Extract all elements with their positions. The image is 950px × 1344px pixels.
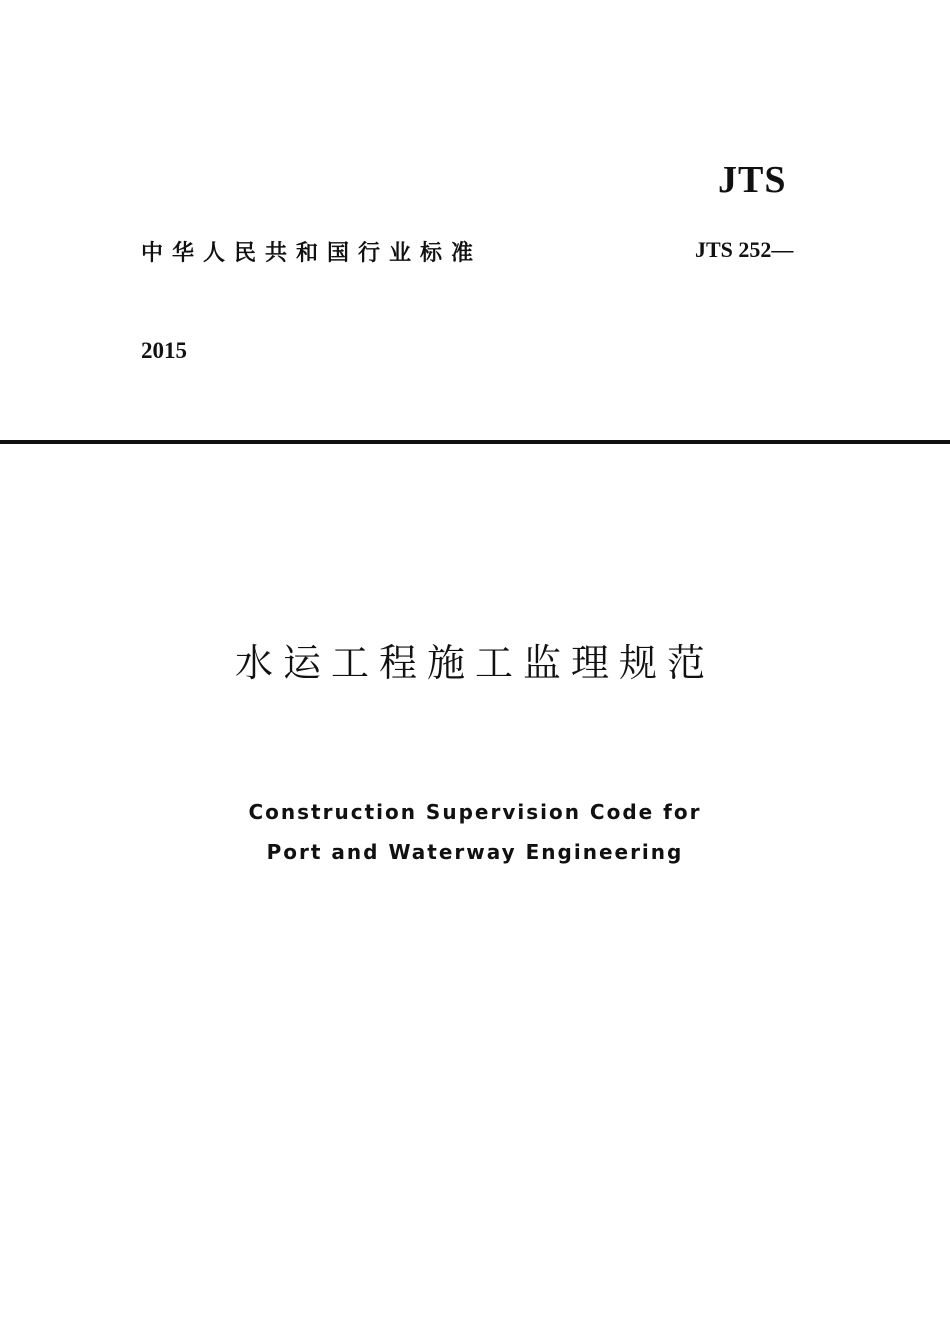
standard-number: JTS 252— [695, 237, 794, 262]
header-rule [0, 440, 950, 444]
code-mark: JTS [718, 159, 787, 201]
title-chinese: 水运工程施工监理规范 [234, 641, 715, 685]
standard-class: 中华人民共和国行业标准 [141, 241, 483, 266]
standard-year: 2015 [141, 338, 187, 363]
title-english-line-2: Port and Waterway Engineering [266, 840, 684, 864]
title-english-line-1: Construction Supervision Code for [248, 800, 702, 824]
